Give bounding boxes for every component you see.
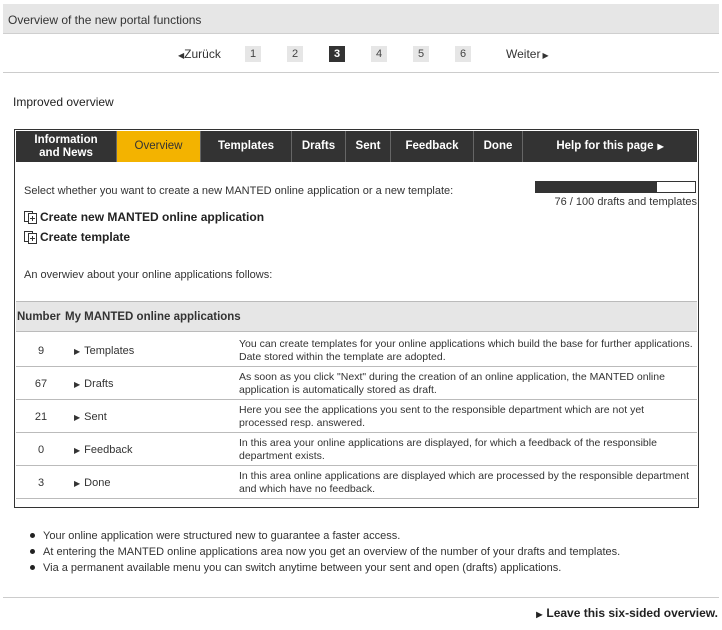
row-description: As soon as you click "Next" during the creation of an online application, the MANTED online application is automatically stored as draft. [239, 371, 665, 396]
page-3-link[interactable]: 3 [329, 46, 345, 62]
pager [0, 46, 722, 64]
tab-drafts[interactable]: Drafts [292, 131, 346, 162]
portal-preview [14, 129, 699, 508]
row-count: 0 [37, 444, 45, 456]
tab-sent[interactable]: Sent [346, 131, 391, 162]
tab-overview[interactable]: Overview [117, 131, 201, 162]
list-item: At entering the MANTED online applications area now you get an overview of the number of your drafts and templates. [28, 545, 620, 561]
row-count: 9 [37, 345, 45, 357]
triangle-right-icon: ▶ [542, 51, 549, 60]
page-4-link[interactable]: 4 [371, 46, 387, 62]
row-description: In this area your online applications are displayed, for which a feedback of the responsible department exists. [239, 437, 657, 462]
page-header [3, 4, 719, 34]
table-row [16, 400, 697, 433]
row-count: 67 [34, 378, 48, 390]
triangle-right-icon: ▶ [657, 142, 664, 151]
leave-overview-link[interactable]: ▶ Leave this six-sided overview. [536, 606, 718, 620]
feature-list [28, 529, 620, 577]
table-row [16, 466, 697, 499]
tab-done[interactable]: Done [474, 131, 523, 162]
column-header-number: Number [17, 311, 61, 323]
tab-feedback[interactable]: Feedback [391, 131, 474, 162]
quota-progress-fill [536, 182, 657, 192]
row-link-sent[interactable]: ▶ Sent [74, 411, 107, 423]
quota-progress-bar [535, 181, 696, 193]
create-application-link[interactable]: Create new MANTED online application [24, 210, 264, 224]
triangle-right-icon: ▶ [74, 380, 81, 389]
page-5-link[interactable]: 5 [413, 46, 429, 62]
page-1-link[interactable]: 1 [245, 46, 261, 62]
next-page-link[interactable]: Weiter ▶ [506, 47, 549, 61]
list-item: Your online application were structured new to guarantee a faster access. [28, 529, 620, 545]
page-2-link[interactable]: 2 [287, 46, 303, 62]
prev-page-link[interactable]: ◀Zurück [178, 47, 221, 61]
table-row [16, 334, 697, 367]
page-title: Overview of the new portal functions [8, 13, 202, 27]
row-link-feedback[interactable]: ▶ Feedback [74, 444, 133, 456]
divider [3, 597, 719, 598]
triangle-right-icon: ▶ [74, 479, 81, 488]
triangle-left-icon: ◀ [178, 51, 185, 60]
column-header-applications: My MANTED online applications [65, 311, 241, 323]
list-item: Via a permanent available menu you can switch anytime between your sent and open (drafts) applications. [28, 561, 620, 577]
tab-information-news[interactable]: Information and News [16, 131, 117, 162]
tab-bar [16, 131, 697, 162]
table-row [16, 367, 697, 400]
table-row [16, 433, 697, 466]
triangle-right-icon: ▶ [74, 347, 81, 356]
row-description: You can create templates for your online applications which build the base for further applications. Date stored within the template are adopted. [239, 338, 693, 363]
quota-text: 76 / 100 drafts and templates [554, 196, 697, 208]
tab-help[interactable]: Help for this page ▶ [556, 140, 664, 152]
row-count: 21 [34, 411, 48, 423]
overview-note: An overwiev about your online applications follows: [24, 269, 273, 281]
create-template-link[interactable]: Create template [24, 230, 130, 244]
row-link-templates[interactable]: ▶ Templates [74, 345, 135, 357]
apps-table-header [16, 301, 697, 332]
intro-text: Select whether you want to create a new MANTED online application or a new template: [24, 185, 454, 197]
row-description: Here you see the applications you sent to the responsible department which are not yet processed resp. answered. [239, 404, 645, 429]
new-document-icon [24, 231, 38, 244]
new-document-icon [24, 211, 38, 224]
tab-templates[interactable]: Templates [201, 131, 292, 162]
row-link-done[interactable]: ▶ Done [74, 477, 111, 489]
triangle-right-icon: ▶ [74, 413, 81, 422]
section-title: Improved overview [13, 95, 114, 109]
divider [3, 72, 719, 73]
page-6-link[interactable]: 6 [455, 46, 471, 62]
row-count: 3 [37, 477, 45, 489]
row-link-drafts[interactable]: ▶ Drafts [74, 378, 114, 390]
triangle-right-icon: ▶ [536, 610, 543, 619]
row-description: In this area online applications are displayed which are processed by the responsible department and which have no feedback. [239, 470, 690, 495]
triangle-right-icon: ▶ [74, 446, 81, 455]
